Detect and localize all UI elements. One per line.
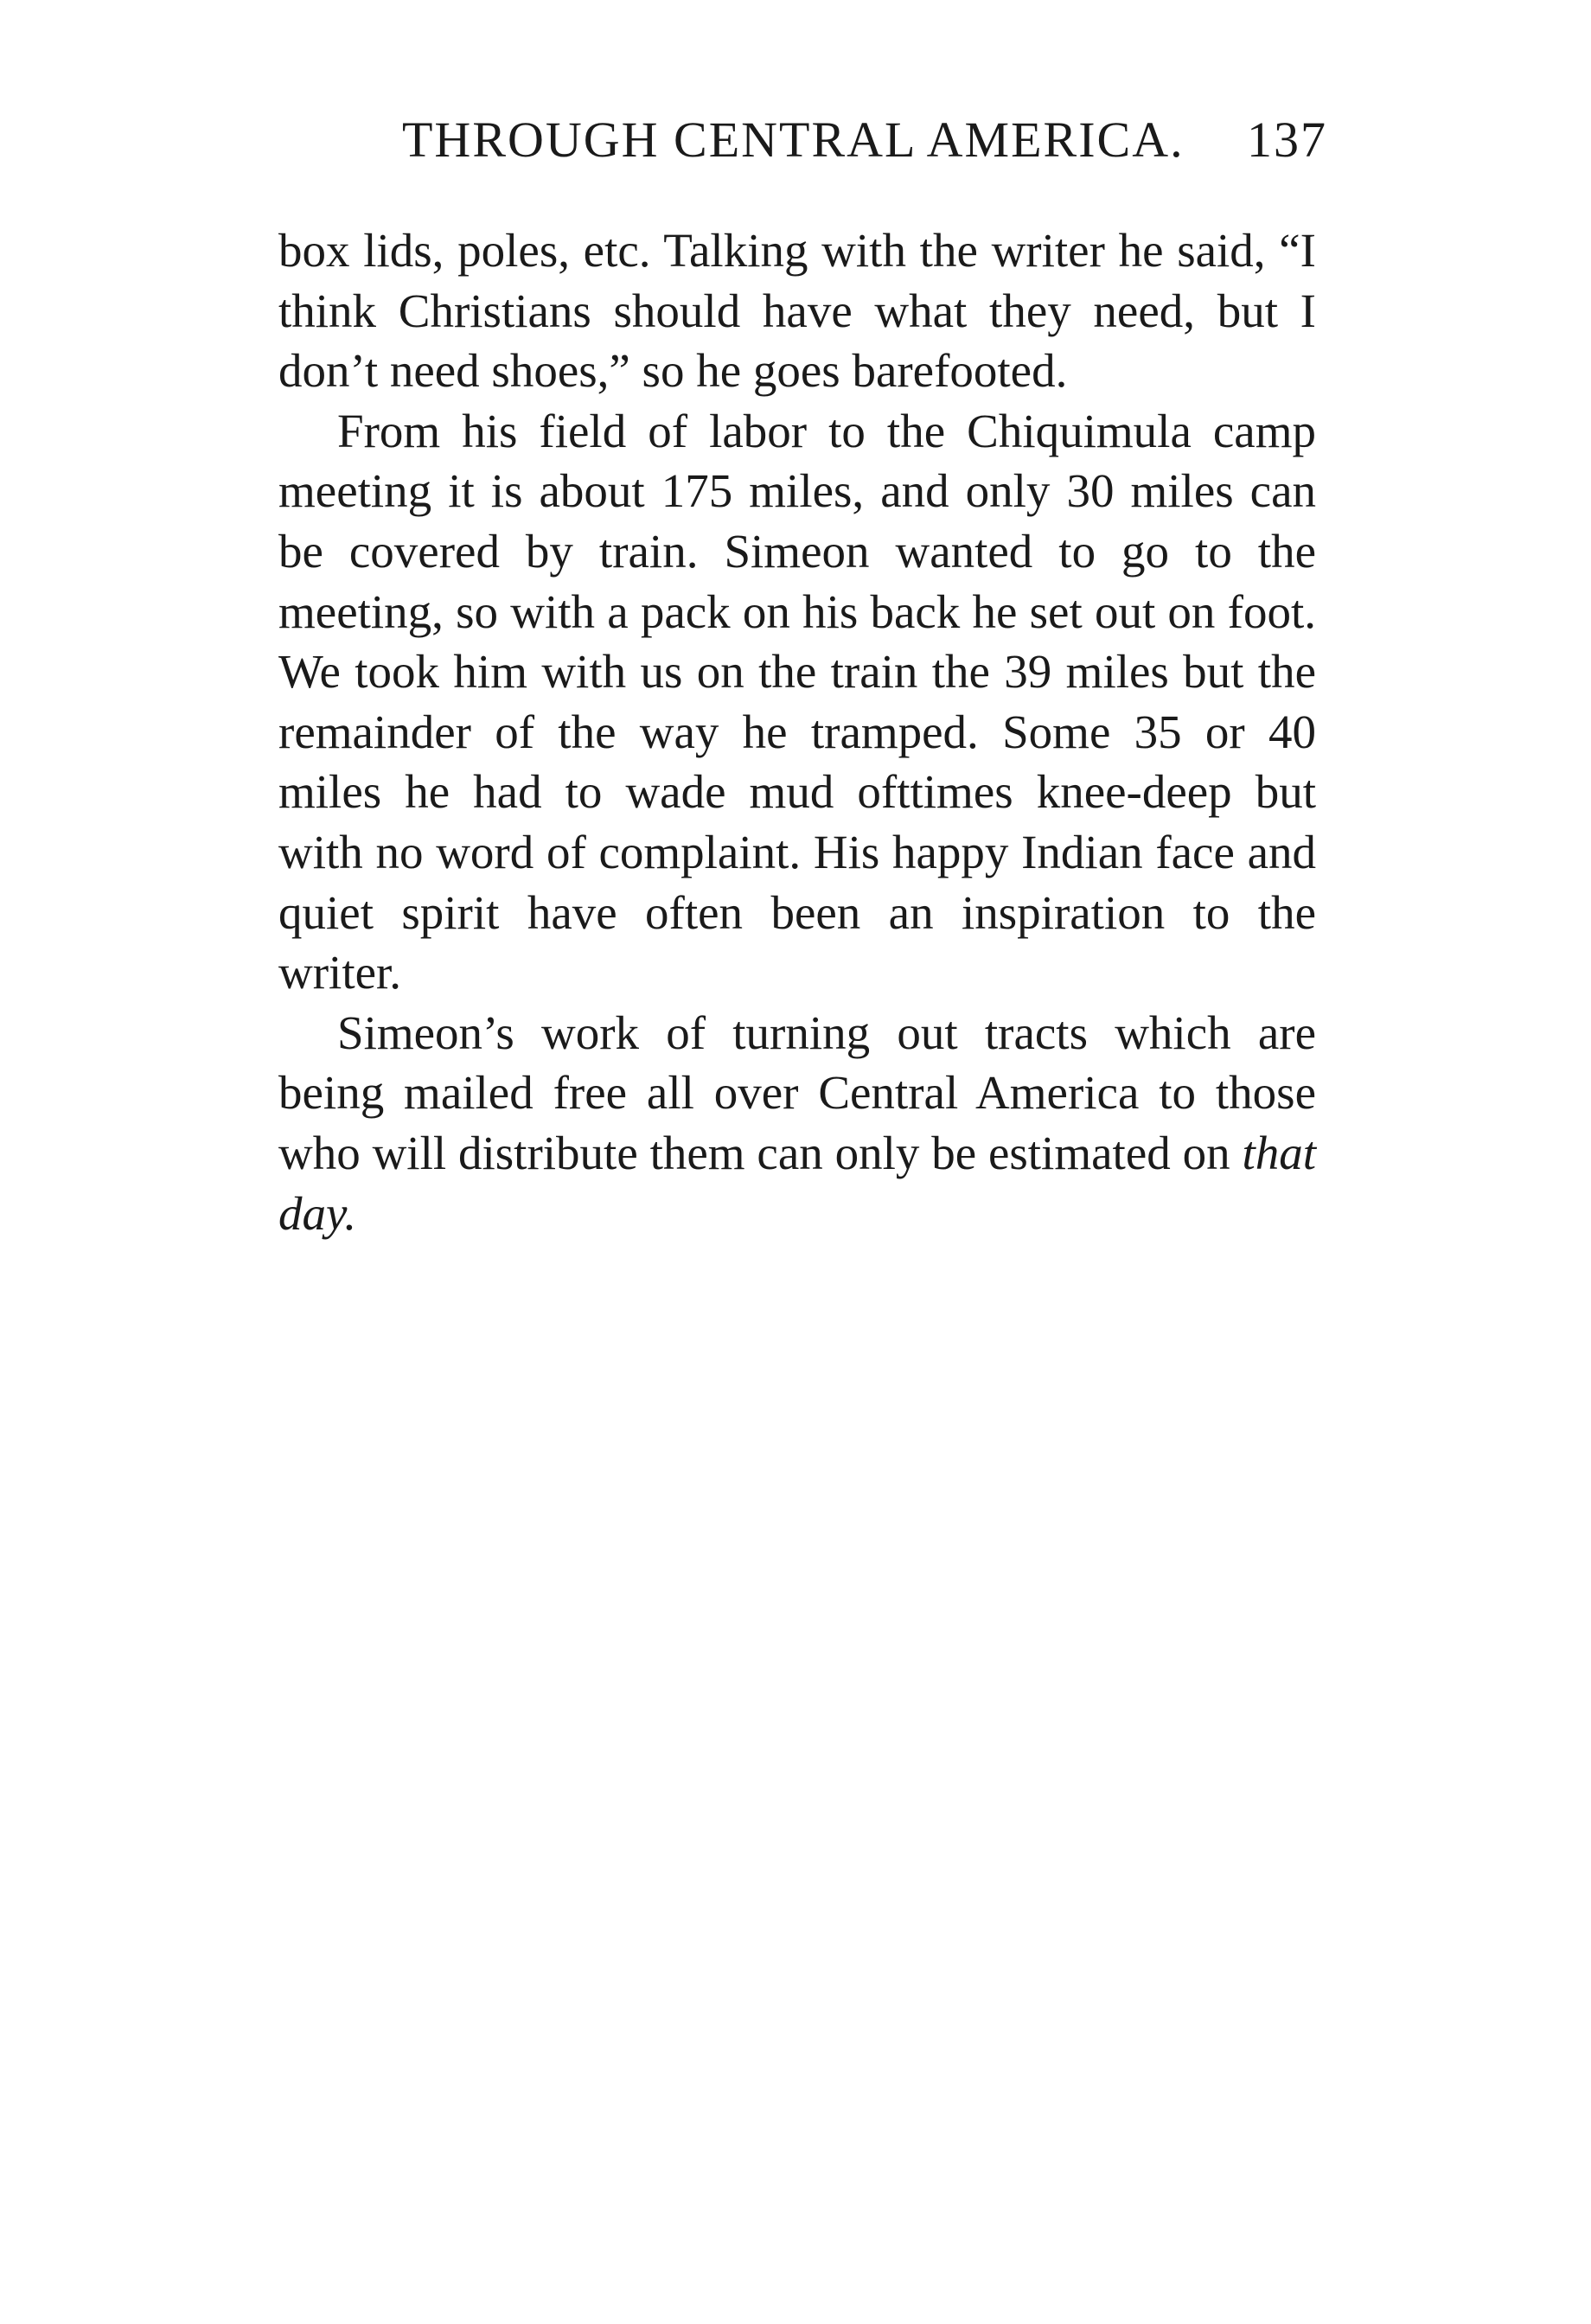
paragraph [278,1003,1316,1243]
running-title: THROUGH CENTRAL AMERICA. [402,112,1185,168]
paragraph: From his field of labor to the Chiquimula camp meeting it is about 175 miles, and only 30 miles can be covered by train. Simeon wanted to go to the meeting, so with a pack on his back he set out on foot. We took him with us on the train the 39 miles but the remainder of the way he tramped. Some 35 or 40 miles he had to wade mud ofttimes knee-deep but with no word of complaint. His happy Indian face and quiet spirit have often been an inspiration to the writer. [278,404,1316,999]
running-header [402,111,1327,180]
body-text [278,220,1316,1243]
paragraph: box lids, poles, etc. Talking with the writer he said, “I think Christians should have what they need, but I don’t need shoes,” so he goes barefooted. [278,224,1316,398]
paragraph-text: Simeon’s work of turning out tracts which are being mailed free all over Central America to those who will distribute them can only be estimated on [278,1006,1316,1179]
page-number: 137 [1247,112,1327,168]
italic-phrase: that day. [278,1126,1316,1240]
